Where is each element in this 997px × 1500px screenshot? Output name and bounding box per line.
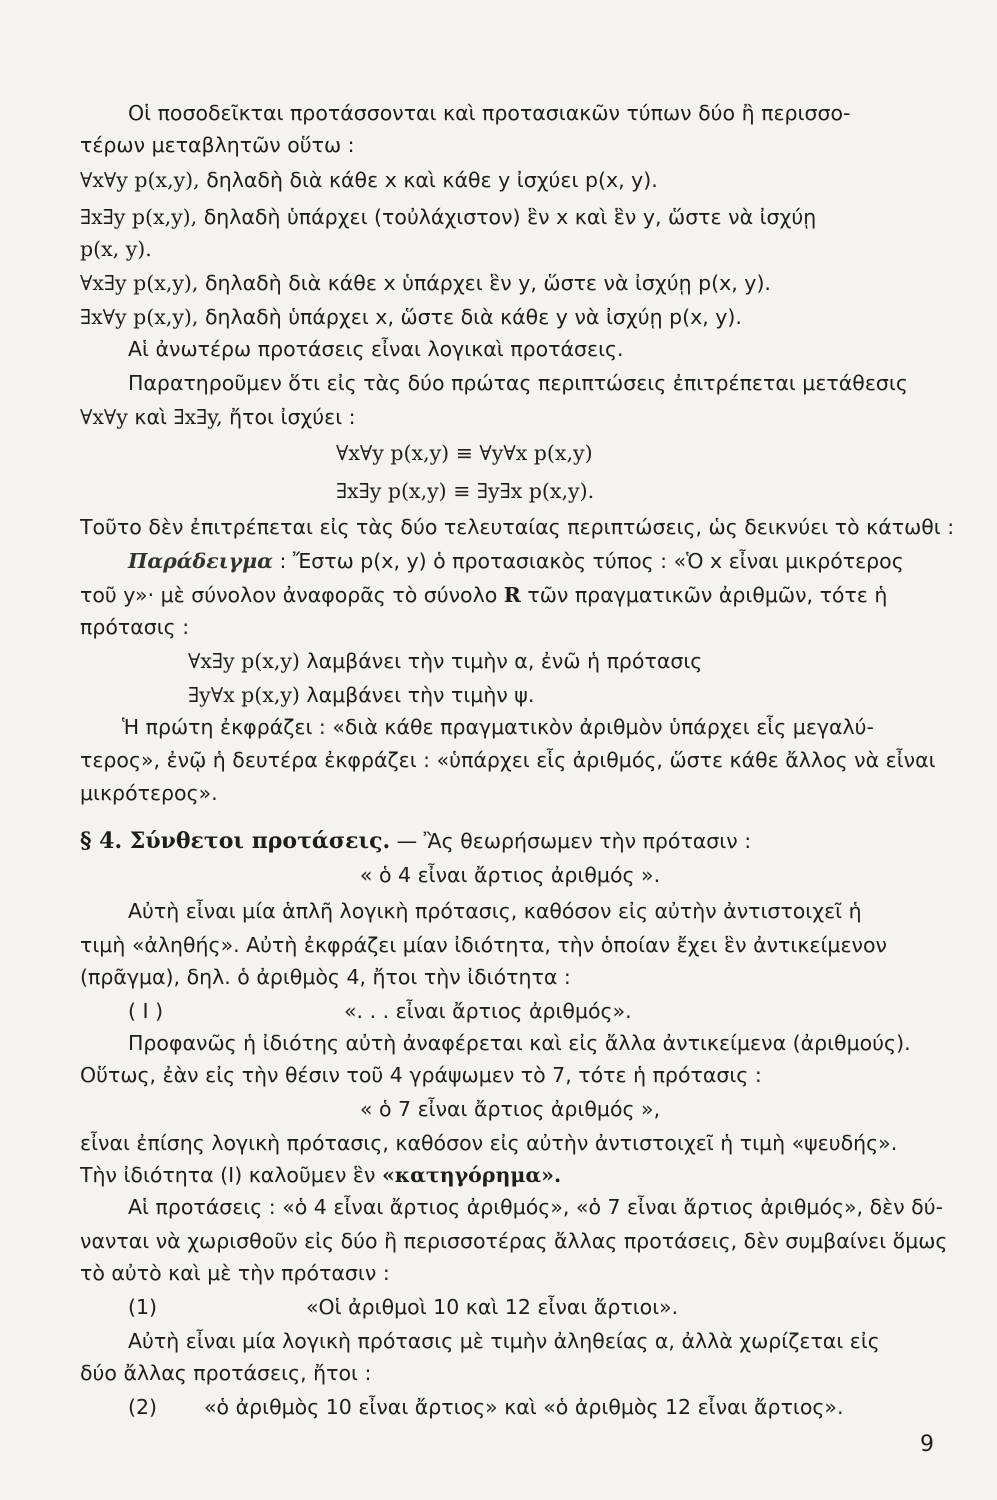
text-line: εἶναι ἐπίσης λογικὴ πρότασις, καθόσον εἰς αὐτὴν ἀντιστοιχεῖ ἡ τιμὴ «ψευδής». [80,1131,898,1155]
text-line: τέρων μεταβλητῶν οὕτω : [80,133,355,157]
text-line: p(x, y). [80,237,152,261]
text-line: Αἱ ἀνωτέρω προτάσεις εἶναι λογικαὶ προτάσεις. [128,337,624,361]
text-line: Αὐτὴ εἶναι μία λογικὴ πρότασις μὲ τιμὴν ἀληθείας α, ἀλλὰ χωρίζεται εἰς [128,1329,880,1353]
page-number: 9 [920,1432,934,1457]
text-line: Ἡ πρώτη ἐκφράζει : «διὰ κάθε πραγματικὸν ἀριθμὸν ὑπάρχει εἷς μεγαλύ- [122,715,874,739]
text-line: νανται νὰ χωρισθοῦν εἰς δύο ἢ περισσοτέρας ἄλλας προτάσεις, δὲν συμβαίνει ὅμως [80,1229,948,1253]
quoted-proposition: « ὁ 7 εἶναι ἄρτιος ἀριθμός », [359,1097,661,1121]
quoted-proposition: « ὁ 4 εἶναι ἄρτιος ἀριθμός ». [359,863,661,887]
formula-line: ∀x∀y καὶ ∃x∃y, ἤτοι ἰσχύει : [80,405,356,429]
text-line: μικρότερος». [80,781,218,805]
formula-line: ∃y∀x p(x,y) λαμβάνει τὴν τιμὴν ψ. [188,683,535,707]
text-line: Οὕτως, ἐὰν εἰς τὴν θέσιν τοῦ 4 γράψωμεν τὸ 7, τότε ἡ πρότασις : [80,1063,762,1087]
text-line: πρότασις : [80,615,190,639]
text-line: τοῦ y»· μὲ σύνολον ἀναφορᾶς τὸ σύνολο R τῶν πραγματικῶν ἀριθμῶν, τότε ἡ [80,583,888,607]
text-line: τιμὴ «ἀληθής». Αὐτὴ ἐκφράζει μίαν ἰδιότητα, τὴν ὁποίαν ἔχει ἓν ἀντικείμενον [80,933,887,957]
text-line: (πρᾶγμα), δηλ. ὁ ἀριθμὸς 4, ἤτοι τὴν ἰδιότητα : [80,965,571,989]
formula-equivalence-1: ∀x∀y p(x,y) ≡ ∀y∀x p(x,y) [336,441,593,465]
text-line: τερος», ἐνῷ ἡ δευτέρα ἐκφράζει : «ὑπάρχει εἷς ἀριθμός, ὥστε κάθε ἄλλος νὰ εἶναι [80,748,936,772]
section-heading: § 4. Σύνθετοι προτάσεις. — Ἂς θεωρήσωμεν τὴν πρότασιν : [80,828,752,854]
formula-equivalence-2: ∃x∃y p(x,y) ≡ ∃y∃x p(x,y). [336,479,595,503]
example-line: Παράδειγμα : Ἔστω p(x, y) ὁ προτασιακὸς τύπος : «Ὁ x εἶναι μικρότερος [128,549,904,573]
text-line: Παρατηροῦμεν ὅτι εἰς τὰς δύο πρώτας περιπτώσεις ἐπιτρέπεται μετάθεσις [128,371,908,395]
text-line: τὸ αὐτὸ καὶ μὲ τὴν πρότασιν : [80,1261,390,1285]
text-line: Αἱ προτάσεις : «ὁ 4 εἶναι ἄρτιος ἀριθμός», «ὁ 7 εἶναι ἄρτιος ἀριθμός», δὲν δύ- [128,1195,943,1219]
formula-line: ∃x∃y p(x,y), δηλαδὴ ὑπάρχει (τοὐλάχιστον) ἓν x καὶ ἓν y, ὥστε νὰ ἰσχύῃ [80,205,817,229]
book-page: Οἱ ποσοδεῖκται προτάσσονται καὶ προτασιακῶν τύπων δύο ἢ περισσο- τέρων μεταβλητῶν οὕτω : ∀x∀y p(x,y), δηλαδὴ διὰ κάθε x καὶ κάθε y ἰσχύει p(x, y). ∃x∃y p(x,y), δηλαδὴ ὑπάρχει (τοὐλάχιστον) ἓν x καὶ ἓν y, ὥστε νὰ ἰσχύῃ p(x, y). ∀x∃y p(x,y), δηλαδὴ διὰ κάθε x ὑπάρχει ἓν y, ὥστε νὰ ἰσχύῃ p(x, y). ∃x∀y p(x,y), δηλαδὴ ὑπάρχει x, ὥστε διὰ κάθε y νὰ ἰσχύῃ p(x, y). Αἱ ἀνωτέρω προτάσεις εἶναι λογικαὶ προτάσεις. Παρατηροῦμεν ὅτι εἰς τὰς δύο πρώτας περιπτώσεις ἐπιτρέπεται μετάθεσις ∀x∀y καὶ ∃x∃y, ἤτοι ἰσχύει : ∀x∀y p(x,y) ≡ ∀y∀x p(x,y) ∃x∃y p(x,y) ≡ ∃y∃x p(x,y). Τοῦτο δὲν ἐπιτρέπεται εἰς τὰς δύο τελευταίας περιπτώσεις, ὡς δεικνύει τὸ κάτωθι : Παράδειγμα : Ἔστω p(x, y) ὁ προτασιακὸς τύπος : «Ὁ x εἶναι μικρότερος τοῦ y»· μὲ σύνολον ἀναφορᾶς τὸ σύνολο R τῶν πραγματικῶν ἀριθμῶν, τότε ἡ πρότασις : ∀x∃y p(x,y) λαμβάνει τὴν τιμὴν α, ἐνῶ ἡ πρότασις ∃y∀x p(x,y) λαμβάνει τὴν τιμὴν ψ. Ἡ πρώτη ἐκφράζει : «διὰ κάθε πραγματικὸν ἀριθμὸν ὑπάρχει εἷς μεγαλύ- τερος», ἐνῷ ἡ δευτέρα ἐκφράζει : «ὑπάρχει εἷς ἀριθμός, ὥστε κάθε ἄλλος νὰ εἶναι μικρότερος». § 4. Σύνθετοι προτάσεις. — Ἂς θεωρήσωμεν τὴν πρότασιν : « ὁ 4 εἶναι ἄρτιος ἀριθμός ». Αὐτὴ εἶναι μία ἁπλῆ λογικὴ πρότασις, καθόσον εἰς αὐτὴν ἀντιστοιχεῖ ἡ τιμὴ «ἀληθής». Αὐτὴ ἐκφράζει μίαν ἰδιότητα, τὴν ὁποίαν ἔχει ἓν ἀντικείμενον (πρᾶγμα), δηλ. ὁ ἀριθμὸς 4, ἤτοι τὴν ἰδιότητα : ( I ) «. . . εἶναι ἄρτιος ἀριθμός». Προφανῶς ἡ ἰδιότης αὐτὴ ἀναφέρεται καὶ εἰς ἄλλα ἀντικείμενα (ἀριθμούς). Οὕτως, ἐὰν εἰς τὴν θέσιν τοῦ 4 γράψωμεν τὸ 7, τότε ἡ πρότασις : « ὁ 7 εἶναι ἄρτιος ἀριθμός », εἶναι ἐπίσης λογικὴ πρότασις, καθόσον εἰς αὐτὴν ἀντιστοιχεῖ ἡ τιμὴ «ψευδής». Τὴν ἰδιότητα (I) καλοῦμεν ἓν «κατηγόρημα». Αἱ προτάσεις : «ὁ 4 εἶναι ἄρτιος ἀριθμός», «ὁ 7 εἶναι ἄρτιος ἀριθμός», δὲν δύ- νανται νὰ χωρισθοῦν εἰς δύο ἢ περισσοτέρας ἄλλας προτάσεις, δὲν συμβαίνει ὅμως τὸ αὐτὸ καὶ μὲ τὴν πρότασιν : (1) «Οἱ ἀριθμοὶ 10 καὶ 12 εἶναι ἄρτιοι». Αὐτὴ εἶναι μία λογικὴ πρότασις μὲ τιμὴν ἀληθείας α, ἀλλὰ χωρίζεται εἰς δύο ἄλλας προτάσεις, ἤτοι : (2) «ὁ ἀριθμὸς 10 εἶναι ἄρτιος» καὶ «ὁ ἀριθμὸς 12 εἶναι ἄρτιος». 9 [0,0,997,1500]
formula-line: ∀x∀y p(x,y), δηλαδὴ διὰ κάθε x καὶ κάθε y ἰσχύει p(x, y). [80,168,658,192]
text-line: δύο ἄλλας προτάσεις, ἤτοι : [80,1361,372,1385]
example-label: Παράδειγμα [128,549,273,573]
formula-line: ∃x∀y p(x,y), δηλαδὴ ὑπάρχει x, ὥστε διὰ κάθε y νὰ ἰσχύῃ p(x, y). [80,305,742,329]
text-line: Οἱ ποσοδεῖκται προτάσσονται καὶ προτασιακῶν τύπων δύο ἢ περισσο- [128,101,851,125]
formula-line: ∀x∃y p(x,y), δηλαδὴ διὰ κάθε x ὑπάρχει ἓν y, ὥστε νὰ ἰσχύῃ p(x, y). [80,271,771,295]
text-line: Τοῦτο δὲν ἐπιτρέπεται εἰς τὰς δύο τελευταίας περιπτώσεις, ὡς δεικνύει τὸ κάτωθι : [80,515,955,539]
text-line: Αὐτὴ εἶναι μία ἁπλῆ λογικὴ πρότασις, καθόσον εἰς αὐτὴν ἀντιστοιχεῖ ἡ [128,899,862,923]
text-line: Προφανῶς ἡ ἰδιότης αὐτὴ ἀναφέρεται καὶ εἰς ἄλλα ἀντικείμενα (ἀριθμούς). [128,1031,911,1055]
formula-line: ∀x∃y p(x,y) λαμβάνει τὴν τιμὴν α, ἐνῶ ἡ πρότασις [188,649,703,673]
text-line: Τὴν ἰδιότητα (I) καλοῦμεν ἓν «κατηγόρημα». [80,1163,562,1187]
